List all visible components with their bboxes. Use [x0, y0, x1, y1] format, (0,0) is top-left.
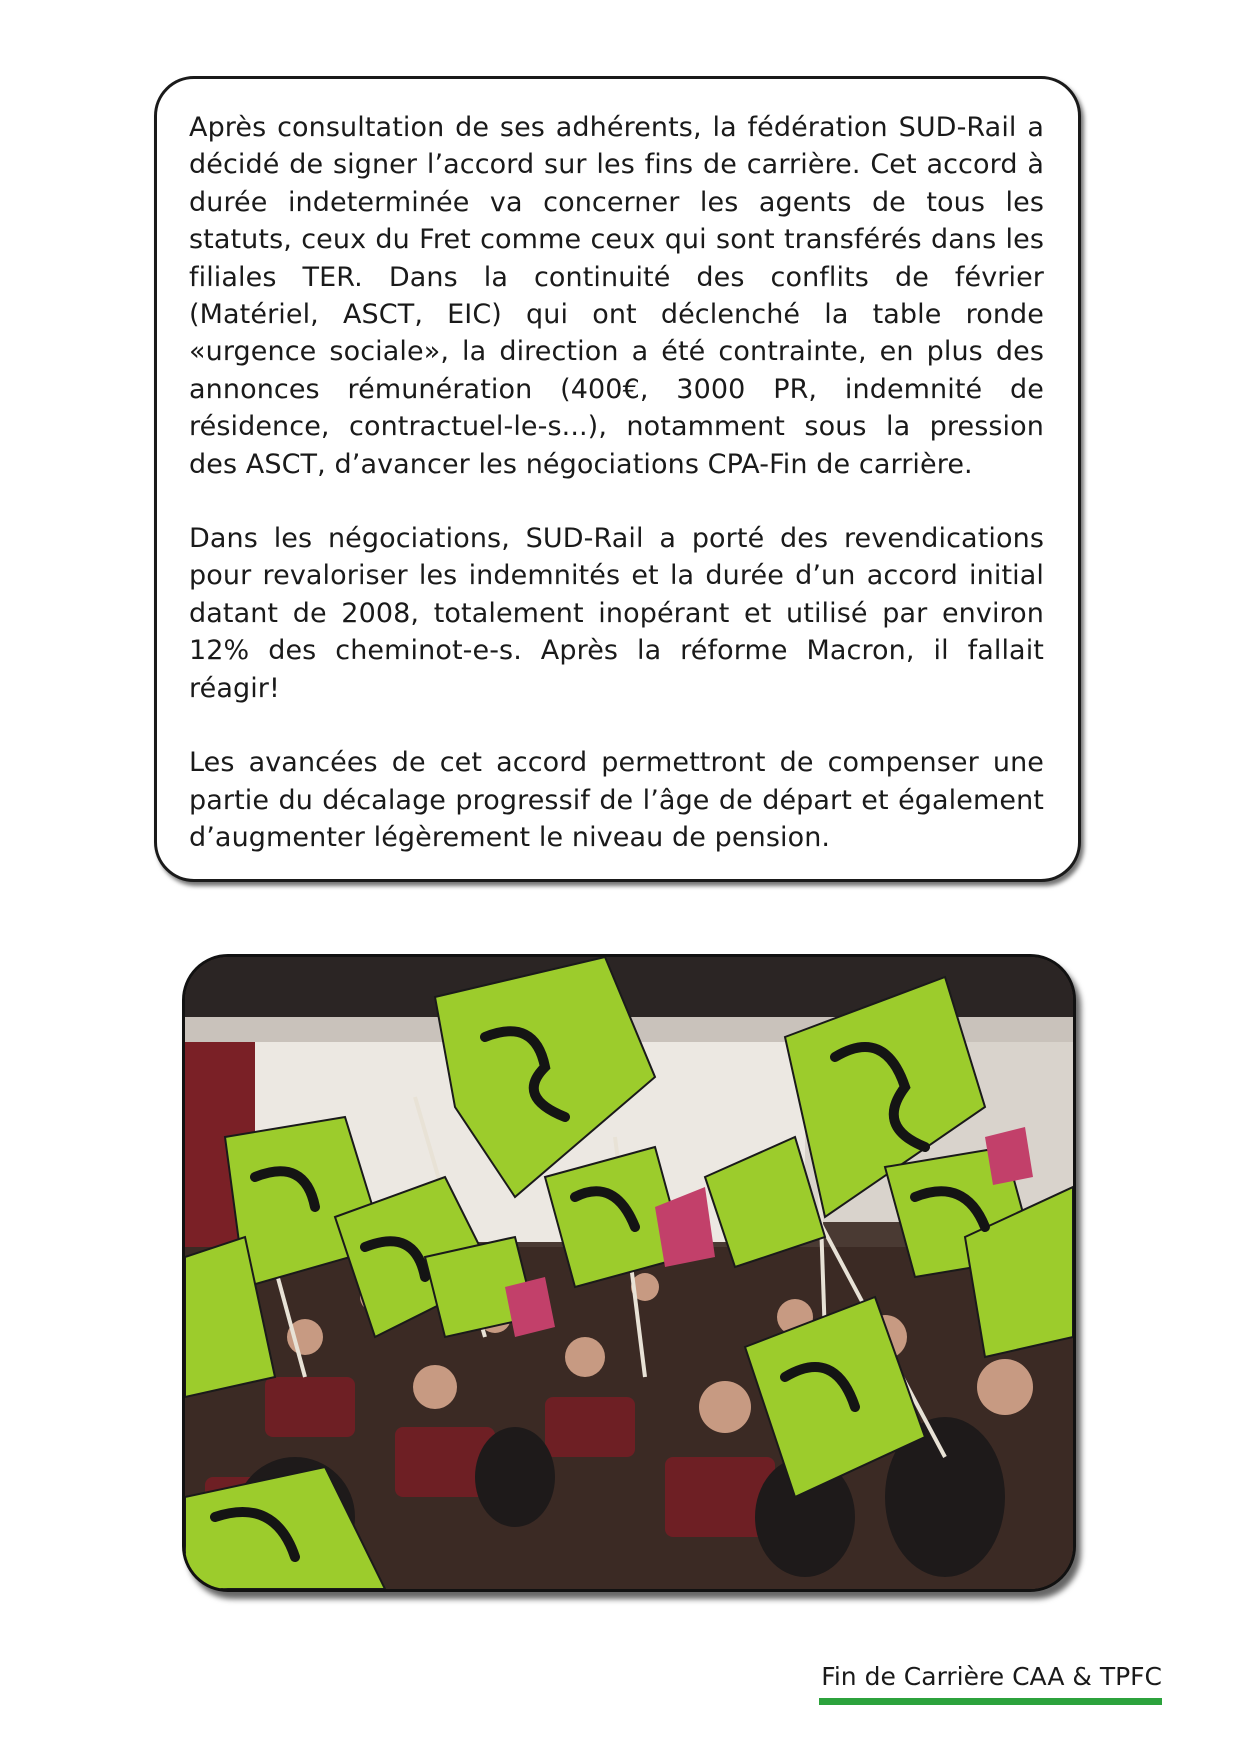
paragraph-negotiations: Dans les négociations, SUD-Rail a porté des revendications pour revaloriser les indemnités et la durée d’un accord initial datant de 2008, totalement inopérant et utilisé par environ 12% des cheminot-e-s. Après la réforme Macron, il fallait réagir!: [189, 523, 1044, 704]
protest-photo: [182, 954, 1076, 1592]
article-text-box: [154, 76, 1081, 882]
footer-title: Fin de Carrière CAA & TPFC: [821, 1662, 1162, 1691]
paragraph-intro: Après consultation de ses adhérents, la fédération SUD-Rail a décidé de signer l’accord sur les fins de carrière. Cet accord à durée indeterminée va concerner les agents de tous les statuts, ceux du Fret comme ceux qui sont transférés dans les filiales TER. Dans la continuité des conflits de février (Matériel, ASCT, EIC) qui ont déclenché la table ronde «urgence sociale», la direction a été contrainte, en plus des annonces rémunération (400€, 3000 PR, indemnité de résidence, contractuel-le-s...), notamment sous la pression des ASCT, d’avancer les négociations CPA-Fin de carrière.: [189, 112, 1044, 480]
footer-accent-bar: [819, 1698, 1162, 1705]
paragraph-advances: Les avancées de cet accord permettront de compenser une partie du décalage progressif de l’âge de départ et également d’augmenter légèrement le niveau de pension.: [189, 747, 1044, 853]
protest-photo-illustration: [185, 957, 1073, 1589]
